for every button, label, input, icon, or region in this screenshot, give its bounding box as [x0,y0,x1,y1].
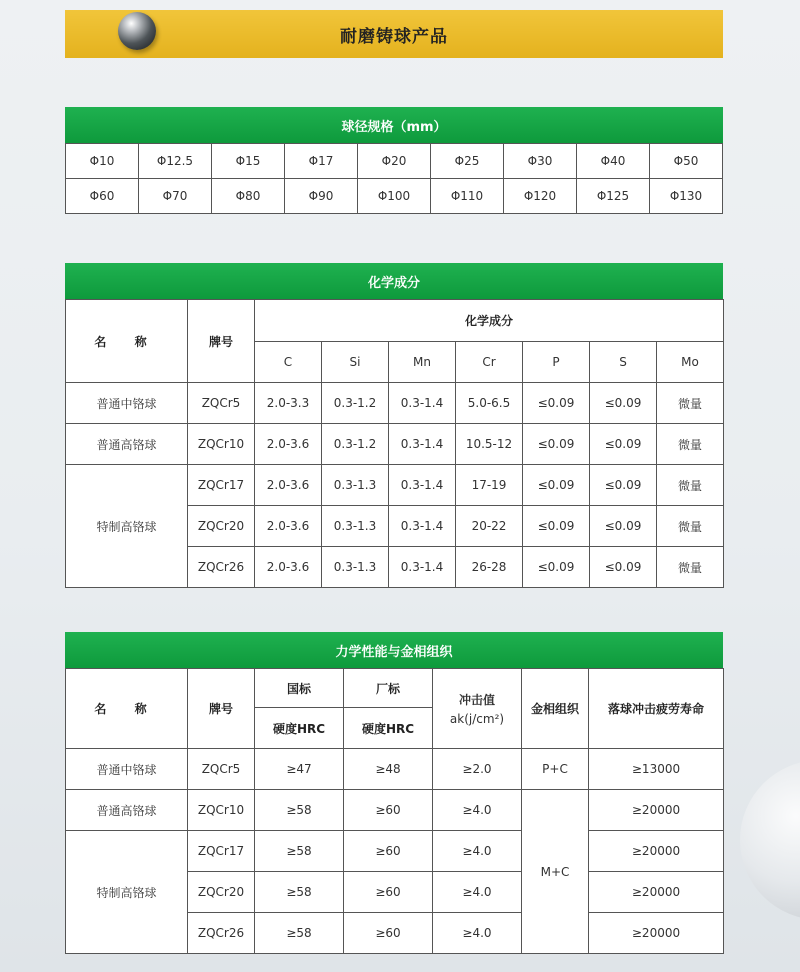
value-cell: 0.3-1.3 [322,547,389,588]
grade-cell: ZQCr17 [188,831,255,872]
col-header-grade: 牌号 [188,300,255,383]
table-row [66,144,723,179]
mech-heading: 力学性能与金相组织 [65,632,723,668]
impact-unit: ak(j/cm²) [449,712,505,726]
value-cell: 2.0-3.6 [255,424,322,465]
col-header-element: Mo [657,342,724,383]
grade-cell: ZQCr10 [188,790,255,831]
value-cell: 0.3-1.4 [389,465,456,506]
spec-cell: Φ10 [66,144,139,179]
value-cell: ≤0.09 [523,506,590,547]
col-header-hardness-factory: 硬度HRC [344,708,433,749]
value-cell: ≥58 [255,872,344,913]
impact-title: 冲击值 [458,693,495,707]
value-cell: 0.3-1.4 [389,547,456,588]
spec-cell: Φ40 [577,144,650,179]
value-cell: ≤0.09 [523,424,590,465]
table-row [66,424,724,465]
col-header-element: P [523,342,590,383]
value-cell: 微量 [657,465,724,506]
grade-cell: ZQCr26 [188,547,255,588]
grade-cell: ZQCr20 [188,872,255,913]
spec-cell: Φ20 [358,144,431,179]
group-name-cell: 普通高铬球 [66,790,188,831]
spec-heading: 球径规格（mm） [65,107,723,143]
value-cell: ≥60 [344,831,433,872]
page-title: 耐磨铸球产品 [340,26,448,47]
value-cell: 2.0-3.6 [255,547,322,588]
value-cell: 0.3-1.4 [389,506,456,547]
col-header-fatigue-life: 落球冲击疲劳寿命 [589,669,724,749]
group-name-cell: 特制高铬球 [66,465,188,588]
table-row [66,179,723,214]
value-cell: ≥13000 [589,749,724,790]
spec-cell: Φ12.5 [139,144,212,179]
mech-table [65,668,724,954]
chem-table [65,299,724,588]
spec-table [65,143,723,214]
value-cell: ≥48 [344,749,433,790]
spec-cell: Φ110 [431,179,504,214]
grade-cell: ZQCr10 [188,424,255,465]
spec-cell: Φ50 [650,144,723,179]
group-name-cell: 普通中铬球 [66,749,188,790]
table-header-row [66,669,724,708]
spec-cell: Φ15 [212,144,285,179]
value-cell: ≤0.09 [523,547,590,588]
value-cell: ≤0.09 [523,465,590,506]
value-cell: ≤0.09 [590,547,657,588]
col-header-hardness-national: 硬度HRC [255,708,344,749]
grade-cell: ZQCr5 [188,383,255,424]
value-cell: ≤0.09 [590,424,657,465]
value-cell: ≥60 [344,872,433,913]
col-header-national: 国标 [255,669,344,708]
value-cell: ≥4.0 [433,872,522,913]
spec-cell: Φ90 [285,179,358,214]
spec-cell: Φ17 [285,144,358,179]
col-header-factory: 厂标 [344,669,433,708]
col-header-element: S [590,342,657,383]
col-header-metallo: 金相组织 [522,669,589,749]
value-cell: 微量 [657,547,724,588]
value-cell: 微量 [657,383,724,424]
col-header-element: Cr [456,342,523,383]
value-cell: ≥2.0 [433,749,522,790]
spec-cell: Φ30 [504,144,577,179]
table-row [66,790,724,831]
value-cell: 微量 [657,424,724,465]
col-header-name: 名 称 [66,300,188,383]
grade-cell: ZQCr5 [188,749,255,790]
spec-cell: Φ60 [66,179,139,214]
spec-cell: Φ125 [577,179,650,214]
chem-section [65,263,723,588]
value-cell: 10.5-12 [456,424,523,465]
value-cell: 0.3-1.3 [322,465,389,506]
value-cell: 20-22 [456,506,523,547]
group-name-cell: 普通中铬球 [66,383,188,424]
value-cell: 5.0-6.5 [456,383,523,424]
group-name-cell: 普通高铬球 [66,424,188,465]
value-cell: 0.3-1.4 [389,383,456,424]
value-cell: 2.0-3.6 [255,506,322,547]
title-banner [65,10,723,58]
value-cell: 微量 [657,506,724,547]
value-cell: ≥60 [344,790,433,831]
value-cell: 26-28 [456,547,523,588]
spec-cell: Φ120 [504,179,577,214]
value-cell: ≥20000 [589,913,724,954]
value-cell: ≥58 [255,913,344,954]
value-cell: ≤0.09 [523,383,590,424]
col-header-element: C [255,342,322,383]
value-cell: 0.3-1.2 [322,383,389,424]
value-cell: ≥58 [255,831,344,872]
value-cell: 0.3-1.4 [389,424,456,465]
table-row [66,831,724,872]
grade-cell: ZQCr17 [188,465,255,506]
metallo-cell: M+C [522,790,589,954]
table-header-row [66,300,724,342]
value-cell: ≤0.09 [590,506,657,547]
value-cell: ≥20000 [589,790,724,831]
spec-cell: Φ130 [650,179,723,214]
spec-cell: Φ100 [358,179,431,214]
value-cell: ≥20000 [589,872,724,913]
metallo-cell: P+C [522,749,589,790]
value-cell: ≥4.0 [433,913,522,954]
value-cell: ≥4.0 [433,831,522,872]
col-header-chem-group: 化学成分 [255,300,724,342]
value-cell: ≤0.09 [590,383,657,424]
value-cell: 2.0-3.6 [255,465,322,506]
steel-ball-icon [118,12,156,50]
grade-cell: ZQCr26 [188,913,255,954]
spec-section [65,107,723,214]
spec-cell: Φ80 [212,179,285,214]
value-cell: 0.3-1.2 [322,424,389,465]
col-header-name: 名 称 [66,669,188,749]
col-header-grade: 牌号 [188,669,255,749]
value-cell: 0.3-1.3 [322,506,389,547]
spec-cell: Φ70 [139,179,212,214]
spec-cell: Φ25 [431,144,504,179]
chem-heading: 化学成分 [65,263,723,299]
background-sphere-decoration [740,760,800,920]
table-row [66,465,724,506]
value-cell: ≤0.09 [590,465,657,506]
col-header-element: Mn [389,342,456,383]
table-row [66,383,724,424]
value-cell: ≥20000 [589,831,724,872]
group-name-cell: 特制高铬球 [66,831,188,954]
grade-cell: ZQCr20 [188,506,255,547]
value-cell: ≥60 [344,913,433,954]
col-header-element: Si [322,342,389,383]
value-cell: 2.0-3.3 [255,383,322,424]
value-cell: ≥4.0 [433,790,522,831]
value-cell: 17-19 [456,465,523,506]
value-cell: ≥58 [255,790,344,831]
table-row [66,749,724,790]
mech-section [65,632,723,954]
value-cell: ≥47 [255,749,344,790]
col-header-impact [433,669,522,749]
